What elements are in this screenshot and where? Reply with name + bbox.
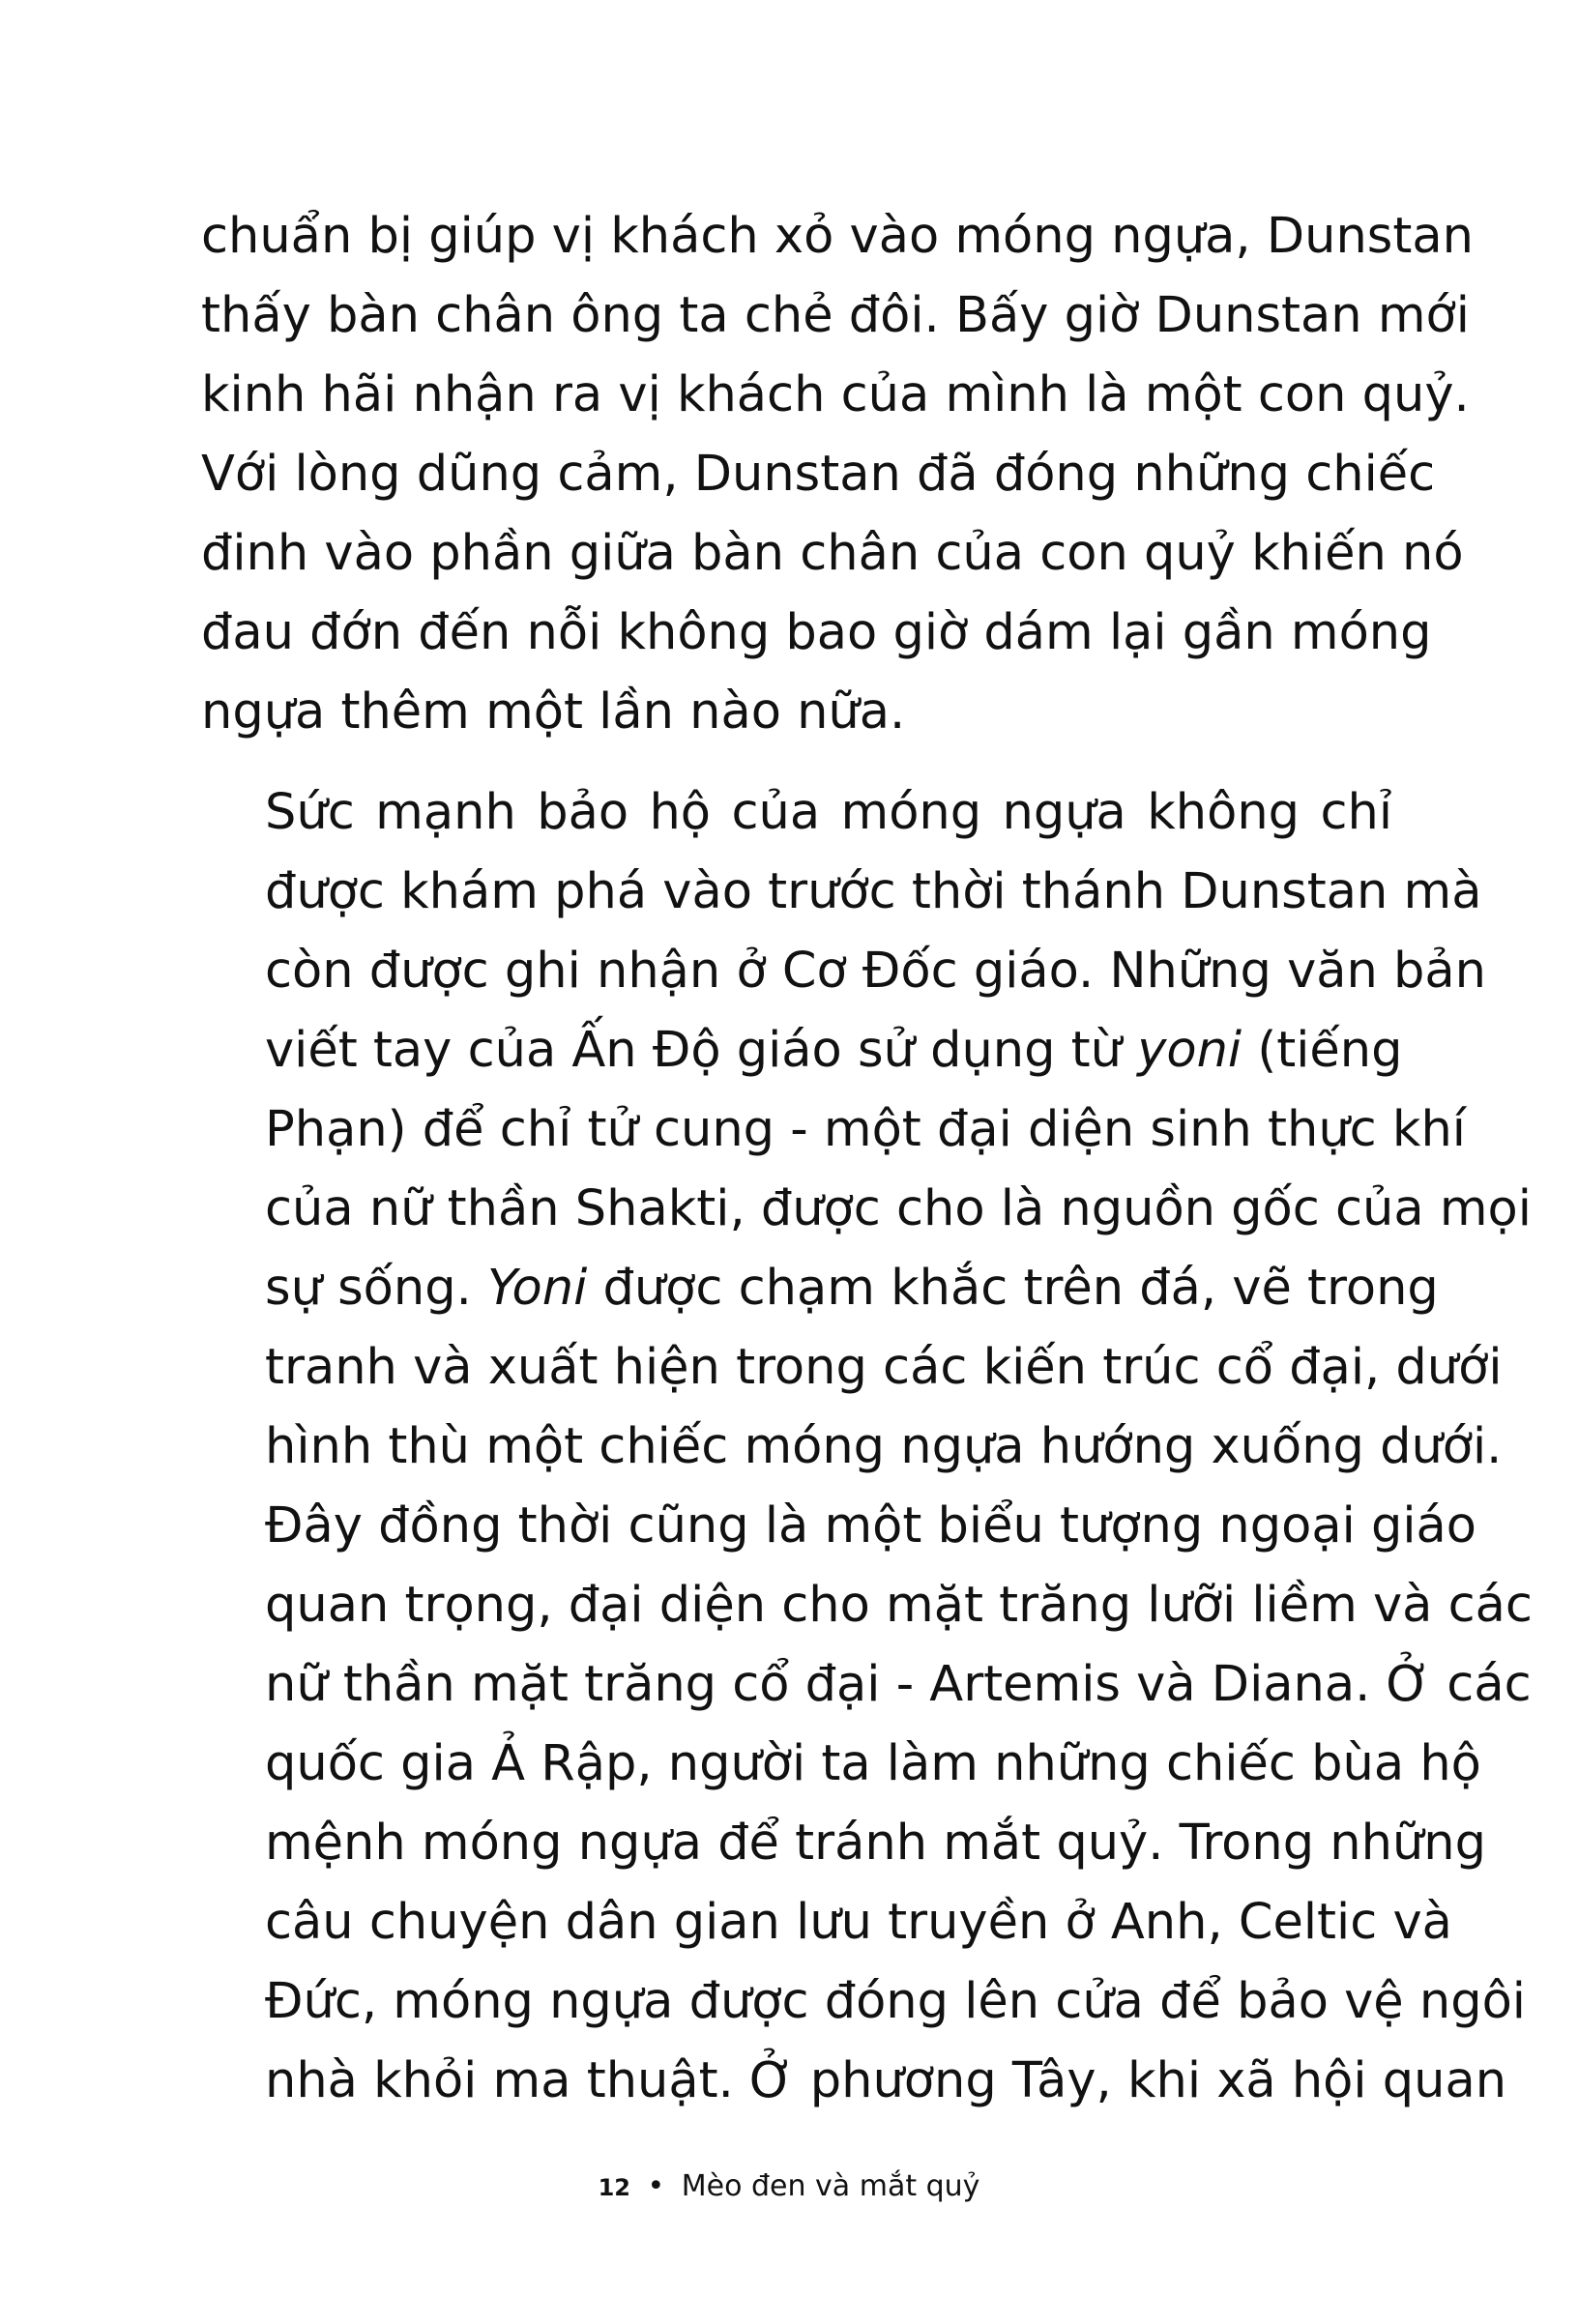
text-line: [201, 1804, 1486, 1883]
italic-term: yoni: [1137, 1022, 1242, 1079]
paragraph: [201, 773, 1533, 2121]
text-segment: nữ thần mặt trăng cổ đại - Artemis và Diana. Ở các: [265, 1656, 1532, 1713]
text-line: [201, 1090, 1466, 1170]
text-segment: chuẩn bị giúp vị khách xỏ vào móng ngựa, Dunstan: [201, 208, 1474, 265]
text-line: [201, 356, 1470, 435]
text-line: [201, 1883, 1452, 1962]
text-segment: đau đớn đến nỗi không bao giờ dám lại gần móng: [201, 604, 1432, 661]
text-line: [201, 2042, 1507, 2121]
running-title: Mèo đen và mắt quỷ: [681, 2169, 980, 2203]
text-line: [201, 673, 1392, 752]
text-segment: Với lòng dũng cảm, Dunstan đã đóng những chiếc: [201, 446, 1436, 503]
text-segment: thấy bàn chân ông ta chẻ đôi. Bấy giờ Dunstan mới: [201, 287, 1470, 344]
text-segment: quan trọng, đại diện cho mặt trăng lưỡi liềm và các: [265, 1577, 1533, 1634]
text-segment: nhà khỏi ma thuật. Ở phương Tây, khi xã hội quan: [265, 2052, 1507, 2109]
page-number: 12: [598, 2174, 630, 2201]
text-line: [201, 276, 1470, 356]
text-line: [201, 1487, 1476, 1566]
text-segment: Đây đồng thời cũng là một biểu tượng ngoại giáo: [265, 1497, 1476, 1554]
text-line: [201, 594, 1432, 673]
text-line: [201, 1011, 1403, 1090]
text-line: [201, 773, 1392, 853]
text-line: [201, 1408, 1503, 1487]
paragraph: [201, 197, 1474, 752]
text-line: [201, 1328, 1503, 1408]
text-segment: Phạn) để chỉ tử cung - một đại diện sinh thực khí: [265, 1101, 1466, 1158]
text-segment: của nữ thần Shakti, được cho là nguồn gốc của mọi: [265, 1180, 1532, 1237]
text-segment: mệnh móng ngựa để tránh mắt quỷ. Trong những: [265, 1815, 1486, 1872]
text-segment: sự sống.: [265, 1260, 487, 1317]
text-line: [201, 514, 1464, 594]
text-line: [201, 1170, 1532, 1249]
text-segment: quốc gia Ả Rập, người ta làm những chiếc bùa hộ: [265, 1735, 1481, 1792]
text-segment: còn được ghi nhận ở Cơ Đốc giáo. Những văn bản: [265, 943, 1486, 1000]
body-text: [201, 197, 1533, 2121]
text-line: [201, 1645, 1532, 1725]
text-segment: Sức mạnh bảo hộ của móng ngựa không chỉ: [265, 784, 1392, 841]
text-segment: (tiếng: [1242, 1022, 1403, 1079]
text-segment: viết tay của Ấn Độ giáo sử dụng từ: [265, 1022, 1138, 1079]
text-segment: ngựa thêm một lần nào nữa.: [201, 683, 906, 741]
text-line: [201, 197, 1474, 276]
italic-term: Yoni: [487, 1260, 588, 1317]
text-line: [201, 853, 1482, 932]
text-segment: được chạm khắc trên đá, vẽ trong: [587, 1260, 1439, 1317]
text-line: [201, 932, 1486, 1011]
text-segment: tranh và xuất hiện trong các kiến trúc cổ đại, dưới: [265, 1339, 1503, 1396]
text-segment: kinh hãi nhận ra vị khách của mình là một con quỷ.: [201, 366, 1470, 423]
footer-separator: •: [647, 2169, 665, 2203]
text-line: [201, 1249, 1439, 1328]
text-segment: câu chuyện dân gian lưu truyền ở Anh, Celtic và: [265, 1894, 1452, 1951]
text-line: [201, 1725, 1481, 1804]
text-segment: được khám phá vào trước thời thánh Dunstan mà: [265, 863, 1482, 920]
text-line: [201, 435, 1436, 514]
text-segment: Đức, móng ngựa được đóng lên cửa để bảo vệ ngôi: [265, 1973, 1526, 2030]
text-line: [201, 1566, 1533, 1645]
text-segment: đinh vào phần giữa bàn chân của con quỷ khiến nó: [201, 525, 1464, 582]
text-segment: hình thù một chiếc móng ngựa hướng xuống dưới.: [265, 1418, 1503, 1475]
text-line: [201, 1962, 1526, 2042]
page-footer: [0, 2169, 1578, 2203]
